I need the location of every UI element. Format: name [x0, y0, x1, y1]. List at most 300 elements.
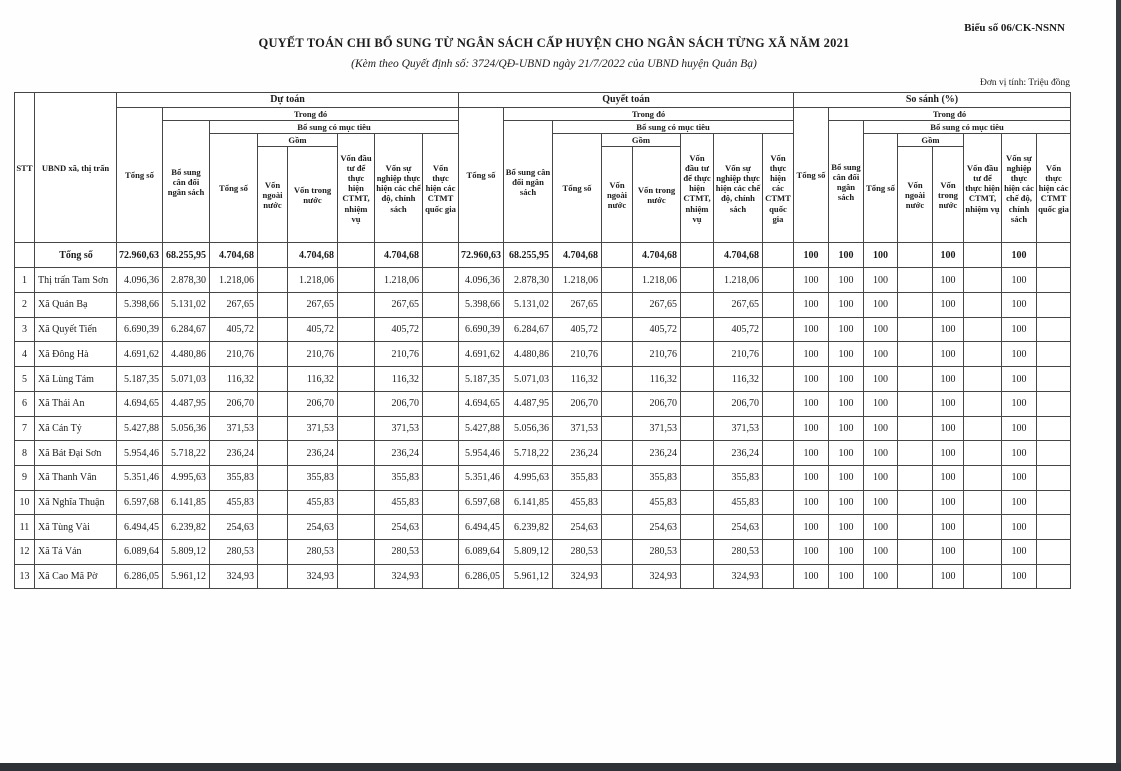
- cell-quyet-toan-value: 72.960,63: [459, 243, 504, 268]
- scan-edge-right: [1116, 0, 1121, 771]
- cell-du-toan-value: 4.704,68: [375, 243, 423, 268]
- cell-quyet-toan-value: [763, 564, 794, 589]
- cell-quyet-toan-value: 5.809,12: [504, 539, 553, 564]
- cell-du-toan-value: 355,83: [210, 465, 258, 490]
- cell-du-toan-value: 4.995,63: [163, 465, 210, 490]
- cell-stt: 4: [15, 342, 35, 367]
- cell-quyet-toan-value: 254,63: [714, 515, 763, 540]
- cell-du-toan-value: [338, 441, 375, 466]
- cell-du-toan-value: [338, 416, 375, 441]
- col-header-commune: UBND xã, thị trấn: [35, 93, 117, 243]
- cell-du-toan-value: [258, 564, 288, 589]
- cell-du-toan-value: 6.284,67: [163, 317, 210, 342]
- cell-quyet-toan-value: 210,76: [714, 342, 763, 367]
- cell-so-sanh-value: 100: [933, 441, 964, 466]
- qt-header-gom: Gồm: [602, 134, 681, 147]
- cell-quyet-toan-value: 6.690,39: [459, 317, 504, 342]
- cell-du-toan-value: 1.218,06: [288, 268, 338, 293]
- cell-so-sanh-value: 100: [1002, 317, 1037, 342]
- cell-commune-name: Xã Cán Tỷ: [35, 416, 117, 441]
- cell-quyet-toan-value: 267,65: [714, 293, 763, 318]
- cell-du-toan-value: 267,65: [288, 293, 338, 318]
- cell-du-toan-value: 455,83: [375, 490, 423, 515]
- cell-so-sanh-value: [1037, 564, 1071, 589]
- cell-quyet-toan-value: [681, 391, 714, 416]
- cell-so-sanh-value: 100: [794, 465, 829, 490]
- ss-header-von-ngoai-nuoc: Vốn ngoài nước: [898, 147, 933, 243]
- cell-du-toan-value: 5.961,12: [163, 564, 210, 589]
- dt-header-von-su-nghiep: Vốn sự nghiệp thực hiện các chế độ, chính sách: [375, 134, 423, 243]
- cell-so-sanh-value: 100: [933, 539, 964, 564]
- cell-so-sanh-value: 100: [933, 391, 964, 416]
- ss-header-trong-do: Trong đó: [829, 108, 1071, 121]
- cell-quyet-toan-value: 4.480,86: [504, 342, 553, 367]
- cell-du-toan-value: [338, 564, 375, 589]
- cell-stt: 6: [15, 391, 35, 416]
- cell-du-toan-value: 5.131,02: [163, 293, 210, 318]
- cell-so-sanh-value: [898, 293, 933, 318]
- cell-du-toan-value: [338, 515, 375, 540]
- cell-du-toan-value: 254,63: [375, 515, 423, 540]
- cell-du-toan-value: [258, 317, 288, 342]
- cell-quyet-toan-value: [602, 293, 633, 318]
- dt-header-von-ctmt-qg: Vốn thực hiện các CTMT quốc gia: [423, 134, 459, 243]
- cell-commune-name: Xã Đông Hà: [35, 342, 117, 367]
- cell-so-sanh-value: 100: [794, 391, 829, 416]
- cell-so-sanh-value: [1037, 539, 1071, 564]
- cell-du-toan-value: [258, 367, 288, 392]
- cell-du-toan-value: 5.071,03: [163, 367, 210, 392]
- cell-stt: 13: [15, 564, 35, 589]
- cell-du-toan-value: [423, 465, 459, 490]
- cell-so-sanh-value: [964, 391, 1002, 416]
- group-header-so-sanh: So sánh (%): [794, 93, 1071, 108]
- cell-so-sanh-value: 100: [864, 268, 898, 293]
- cell-so-sanh-value: [964, 367, 1002, 392]
- dt-header-von-trong-nuoc: Vốn trong nước: [288, 147, 338, 243]
- cell-so-sanh-value: [898, 465, 933, 490]
- cell-quyet-toan-value: [763, 317, 794, 342]
- cell-quyet-toan-value: 6.494,45: [459, 515, 504, 540]
- cell-du-toan-value: [423, 243, 459, 268]
- cell-so-sanh-value: [964, 317, 1002, 342]
- cell-so-sanh-value: 100: [933, 317, 964, 342]
- cell-so-sanh-value: 100: [1002, 367, 1037, 392]
- qt-header-bs-muc-tieu: Bổ sung có mục tiêu: [553, 121, 794, 134]
- cell-quyet-toan-value: 4.704,68: [714, 243, 763, 268]
- cell-du-toan-value: 236,24: [375, 441, 423, 466]
- cell-so-sanh-value: 100: [794, 515, 829, 540]
- cell-du-toan-value: [338, 243, 375, 268]
- cell-so-sanh-value: [1037, 391, 1071, 416]
- cell-so-sanh-value: 100: [864, 243, 898, 268]
- cell-quyet-toan-value: 68.255,95: [504, 243, 553, 268]
- cell-quyet-toan-value: 4.704,68: [553, 243, 602, 268]
- cell-du-toan-value: 280,53: [375, 539, 423, 564]
- cell-quyet-toan-value: [602, 564, 633, 589]
- cell-du-toan-value: 210,76: [210, 342, 258, 367]
- cell-quyet-toan-value: 324,93: [714, 564, 763, 589]
- qt-header-von-ngoai-nuoc: Vốn ngoài nước: [602, 147, 633, 243]
- cell-so-sanh-value: 100: [829, 391, 864, 416]
- cell-so-sanh-value: 100: [933, 416, 964, 441]
- cell-so-sanh-value: 100: [864, 293, 898, 318]
- cell-so-sanh-value: [1037, 465, 1071, 490]
- qt-header-von-ctmt-qg: Vốn thực hiện các CTMT quốc gia: [763, 134, 794, 243]
- cell-so-sanh-value: 100: [829, 490, 864, 515]
- cell-du-toan-value: 254,63: [210, 515, 258, 540]
- cell-quyet-toan-value: 206,70: [553, 391, 602, 416]
- cell-quyet-toan-value: 455,83: [714, 490, 763, 515]
- cell-du-toan-value: [423, 416, 459, 441]
- cell-du-toan-value: [258, 293, 288, 318]
- cell-quyet-toan-value: 371,53: [633, 416, 681, 441]
- cell-quyet-toan-value: 4.096,36: [459, 268, 504, 293]
- cell-commune-name: Xã Nghĩa Thuận: [35, 490, 117, 515]
- cell-quyet-toan-value: 455,83: [553, 490, 602, 515]
- cell-quyet-toan-value: [681, 441, 714, 466]
- dt-header-bs-muc-tieu: Bổ sung có mục tiêu: [210, 121, 459, 134]
- cell-stt: 1: [15, 268, 35, 293]
- cell-quyet-toan-value: 236,24: [633, 441, 681, 466]
- cell-du-toan-value: 405,72: [288, 317, 338, 342]
- cell-du-toan-value: 355,83: [375, 465, 423, 490]
- cell-du-toan-value: [258, 268, 288, 293]
- cell-so-sanh-value: [1037, 490, 1071, 515]
- qt-header-von-su-nghiep: Vốn sự nghiệp thực hiện các chế độ, chính sách: [714, 134, 763, 243]
- cell-du-toan-value: 355,83: [288, 465, 338, 490]
- cell-quyet-toan-value: 5.718,22: [504, 441, 553, 466]
- dt-header-gom: Gồm: [258, 134, 338, 147]
- unit-note: Đơn vị tính: Triệu đồng: [979, 78, 1070, 88]
- cell-du-toan-value: [423, 342, 459, 367]
- page-title: QUYẾT TOÁN CHI BỔ SUNG TỪ NGÂN SÁCH CẤP HUYỆN CHO NGÂN SÁCH TỪNG XÃ NĂM 2021: [258, 36, 850, 50]
- cell-quyet-toan-value: 5.954,46: [459, 441, 504, 466]
- cell-du-toan-value: [423, 515, 459, 540]
- ss-header-tong-so: Tổng số: [794, 108, 829, 243]
- cell-du-toan-value: 455,83: [210, 490, 258, 515]
- header-row-muc-tieu: [15, 121, 1071, 134]
- scan-edge-bottom: [0, 763, 1121, 771]
- cell-quyet-toan-value: 4.704,68: [633, 243, 681, 268]
- cell-quyet-toan-value: [681, 539, 714, 564]
- group-header-du-toan: Dự toán: [117, 93, 459, 108]
- cell-du-toan-value: [258, 515, 288, 540]
- cell-stt: 11: [15, 515, 35, 540]
- cell-du-toan-value: 4.704,68: [288, 243, 338, 268]
- cell-quyet-toan-value: 267,65: [553, 293, 602, 318]
- cell-quyet-toan-value: [602, 342, 633, 367]
- cell-so-sanh-value: 100: [1002, 342, 1037, 367]
- cell-quyet-toan-value: 210,76: [553, 342, 602, 367]
- table-row: [15, 293, 1071, 318]
- cell-quyet-toan-value: [763, 293, 794, 318]
- cell-du-toan-value: 6.141,85: [163, 490, 210, 515]
- cell-commune-name: Xã Lùng Tám: [35, 367, 117, 392]
- cell-commune-name: Xã Quyết Tiến: [35, 317, 117, 342]
- cell-so-sanh-value: [964, 293, 1002, 318]
- cell-total-label: Tổng số: [35, 243, 117, 268]
- cell-quyet-toan-value: 5.056,36: [504, 416, 553, 441]
- cell-so-sanh-value: 100: [794, 490, 829, 515]
- cell-quyet-toan-value: 324,93: [553, 564, 602, 589]
- cell-stt: 12: [15, 539, 35, 564]
- cell-so-sanh-value: 100: [864, 342, 898, 367]
- cell-du-toan-value: 5.056,36: [163, 416, 210, 441]
- cell-du-toan-value: 267,65: [375, 293, 423, 318]
- cell-du-toan-value: 1.218,06: [210, 268, 258, 293]
- cell-so-sanh-value: 100: [1002, 416, 1037, 441]
- cell-so-sanh-value: [1037, 243, 1071, 268]
- cell-quyet-toan-value: [763, 268, 794, 293]
- cell-so-sanh-value: [898, 564, 933, 589]
- cell-quyet-toan-value: [681, 515, 714, 540]
- cell-so-sanh-value: 100: [829, 243, 864, 268]
- cell-so-sanh-value: [964, 268, 1002, 293]
- table-row: [15, 515, 1071, 540]
- cell-du-toan-value: 371,53: [375, 416, 423, 441]
- cell-du-toan-value: [338, 268, 375, 293]
- cell-quyet-toan-value: 1.218,06: [553, 268, 602, 293]
- cell-quyet-toan-value: 5.351,46: [459, 465, 504, 490]
- cell-du-toan-value: 236,24: [288, 441, 338, 466]
- cell-quyet-toan-value: 5.131,02: [504, 293, 553, 318]
- cell-du-toan-value: [423, 367, 459, 392]
- cell-so-sanh-value: 100: [794, 367, 829, 392]
- cell-quyet-toan-value: 116,32: [714, 367, 763, 392]
- cell-quyet-toan-value: 254,63: [633, 515, 681, 540]
- cell-quyet-toan-value: 2.878,30: [504, 268, 553, 293]
- cell-du-toan-value: 5.398,66: [117, 293, 163, 318]
- cell-quyet-toan-value: 4.691,62: [459, 342, 504, 367]
- cell-du-toan-value: 267,65: [210, 293, 258, 318]
- cell-du-toan-value: 4.480,86: [163, 342, 210, 367]
- cell-quyet-toan-value: [602, 243, 633, 268]
- cell-du-toan-value: [258, 539, 288, 564]
- cell-so-sanh-value: 100: [933, 243, 964, 268]
- cell-so-sanh-value: 100: [829, 367, 864, 392]
- cell-quyet-toan-value: [763, 515, 794, 540]
- cell-so-sanh-value: 100: [864, 441, 898, 466]
- cell-quyet-toan-value: [602, 416, 633, 441]
- cell-du-toan-value: 6.494,45: [117, 515, 163, 540]
- cell-quyet-toan-value: 210,76: [633, 342, 681, 367]
- cell-so-sanh-value: 100: [829, 416, 864, 441]
- table-row: [15, 391, 1071, 416]
- ss-header-von-su-nghiep: Vốn sự nghiệp thực hiện các chế độ, chính sách: [1002, 134, 1037, 243]
- cell-so-sanh-value: 100: [864, 391, 898, 416]
- cell-du-toan-value: 5.809,12: [163, 539, 210, 564]
- cell-quyet-toan-value: 116,32: [633, 367, 681, 392]
- cell-quyet-toan-value: [681, 293, 714, 318]
- cell-so-sanh-value: 100: [1002, 515, 1037, 540]
- cell-quyet-toan-value: 405,72: [714, 317, 763, 342]
- cell-du-toan-value: [423, 293, 459, 318]
- ss-header-mt-tong-so: Tổng số: [864, 134, 898, 243]
- ss-header-von-ctmt-qg: Vốn thực hiện các CTMT quốc gia: [1037, 134, 1071, 243]
- cell-quyet-toan-value: [602, 391, 633, 416]
- cell-so-sanh-value: 100: [829, 342, 864, 367]
- cell-so-sanh-value: 100: [933, 515, 964, 540]
- cell-quyet-toan-value: 6.089,64: [459, 539, 504, 564]
- table-row: [15, 268, 1071, 293]
- cell-quyet-toan-value: [763, 416, 794, 441]
- cell-du-toan-value: [423, 490, 459, 515]
- cell-so-sanh-value: 100: [794, 416, 829, 441]
- cell-so-sanh-value: [964, 539, 1002, 564]
- table-row: [15, 317, 1071, 342]
- cell-so-sanh-value: [898, 268, 933, 293]
- cell-du-toan-value: 116,32: [375, 367, 423, 392]
- cell-quyet-toan-value: 4.694,65: [459, 391, 504, 416]
- cell-quyet-toan-value: [763, 539, 794, 564]
- cell-du-toan-value: 236,24: [210, 441, 258, 466]
- qt-header-von-trong-nuoc: Vốn trong nước: [633, 147, 681, 243]
- cell-du-toan-value: 210,76: [288, 342, 338, 367]
- table-row: [15, 342, 1071, 367]
- cell-commune-name: Xã Quản Bạ: [35, 293, 117, 318]
- cell-du-toan-value: 4.096,36: [117, 268, 163, 293]
- cell-quyet-toan-value: [602, 490, 633, 515]
- cell-quyet-toan-value: 6.597,68: [459, 490, 504, 515]
- cell-du-toan-value: [338, 490, 375, 515]
- budget-table: [14, 92, 1071, 589]
- cell-so-sanh-value: 100: [794, 564, 829, 589]
- cell-quyet-toan-value: 324,93: [633, 564, 681, 589]
- cell-quyet-toan-value: 236,24: [553, 441, 602, 466]
- cell-quyet-toan-value: 405,72: [633, 317, 681, 342]
- cell-quyet-toan-value: [602, 441, 633, 466]
- cell-so-sanh-value: 100: [933, 342, 964, 367]
- cell-du-toan-value: 6.597,68: [117, 490, 163, 515]
- cell-so-sanh-value: 100: [829, 465, 864, 490]
- cell-quyet-toan-value: [602, 465, 633, 490]
- cell-quyet-toan-value: [602, 539, 633, 564]
- cell-so-sanh-value: [964, 416, 1002, 441]
- cell-so-sanh-value: 100: [864, 490, 898, 515]
- cell-quyet-toan-value: 267,65: [633, 293, 681, 318]
- cell-du-toan-value: 68.255,95: [163, 243, 210, 268]
- table-row: [15, 539, 1071, 564]
- cell-quyet-toan-value: 355,83: [553, 465, 602, 490]
- cell-quyet-toan-value: 5.398,66: [459, 293, 504, 318]
- cell-stt: 8: [15, 441, 35, 466]
- cell-du-toan-value: [338, 465, 375, 490]
- dt-header-trong-do: Trong đó: [163, 108, 459, 121]
- cell-quyet-toan-value: 4.995,63: [504, 465, 553, 490]
- cell-so-sanh-value: 100: [1002, 539, 1037, 564]
- cell-du-toan-value: 324,93: [375, 564, 423, 589]
- cell-du-toan-value: [258, 416, 288, 441]
- cell-du-toan-value: 371,53: [210, 416, 258, 441]
- cell-so-sanh-value: [898, 539, 933, 564]
- cell-quyet-toan-value: 355,83: [714, 465, 763, 490]
- cell-du-toan-value: 6.089,64: [117, 539, 163, 564]
- cell-quyet-toan-value: 280,53: [714, 539, 763, 564]
- cell-quyet-toan-value: 254,63: [553, 515, 602, 540]
- table-header: [15, 93, 1071, 243]
- cell-so-sanh-value: 100: [1002, 490, 1037, 515]
- cell-quyet-toan-value: 405,72: [553, 317, 602, 342]
- cell-quyet-toan-value: 4.487,95: [504, 391, 553, 416]
- cell-so-sanh-value: [898, 416, 933, 441]
- header-row-groups: [15, 93, 1071, 108]
- cell-quyet-toan-value: 6.284,67: [504, 317, 553, 342]
- cell-stt: 7: [15, 416, 35, 441]
- cell-so-sanh-value: [964, 441, 1002, 466]
- cell-so-sanh-value: 100: [1002, 243, 1037, 268]
- cell-du-toan-value: 4.487,95: [163, 391, 210, 416]
- cell-quyet-toan-value: [763, 441, 794, 466]
- cell-quyet-toan-value: 1.218,06: [714, 268, 763, 293]
- cell-du-toan-value: [423, 441, 459, 466]
- cell-quyet-toan-value: 1.218,06: [633, 268, 681, 293]
- cell-du-toan-value: 2.878,30: [163, 268, 210, 293]
- cell-quyet-toan-value: [763, 465, 794, 490]
- cell-commune-name: Xã Thanh Vân: [35, 465, 117, 490]
- cell-so-sanh-value: 100: [829, 539, 864, 564]
- cell-du-toan-value: 4.691,62: [117, 342, 163, 367]
- dt-header-bs-can-doi: Bổ sung cân đối ngân sách: [163, 121, 210, 243]
- table-row: [15, 416, 1071, 441]
- cell-so-sanh-value: [964, 243, 1002, 268]
- cell-so-sanh-value: 100: [829, 268, 864, 293]
- header-row-trong-do: [15, 108, 1071, 121]
- cell-so-sanh-value: [898, 490, 933, 515]
- cell-du-toan-value: 5.427,88: [117, 416, 163, 441]
- cell-quyet-toan-value: 371,53: [553, 416, 602, 441]
- cell-quyet-toan-value: [681, 490, 714, 515]
- cell-du-toan-value: 206,70: [288, 391, 338, 416]
- cell-quyet-toan-value: 5.071,03: [504, 367, 553, 392]
- cell-so-sanh-value: 100: [864, 564, 898, 589]
- cell-du-toan-value: 5.187,35: [117, 367, 163, 392]
- col-header-stt: STT: [15, 93, 35, 243]
- cell-so-sanh-value: [1037, 367, 1071, 392]
- cell-so-sanh-value: 100: [864, 367, 898, 392]
- cell-so-sanh-value: [964, 342, 1002, 367]
- qt-header-trong-do: Trong đó: [504, 108, 794, 121]
- cell-du-toan-value: 210,76: [375, 342, 423, 367]
- cell-quyet-toan-value: 5.427,88: [459, 416, 504, 441]
- cell-du-toan-value: [258, 243, 288, 268]
- cell-du-toan-value: [423, 391, 459, 416]
- cell-quyet-toan-value: [602, 515, 633, 540]
- ss-header-bs-muc-tieu: Bổ sung có mục tiêu: [864, 121, 1071, 134]
- cell-so-sanh-value: 100: [829, 564, 864, 589]
- cell-so-sanh-value: 100: [794, 539, 829, 564]
- cell-quyet-toan-value: [602, 317, 633, 342]
- cell-quyet-toan-value: [763, 391, 794, 416]
- cell-so-sanh-value: 100: [829, 317, 864, 342]
- cell-quyet-toan-value: 236,24: [714, 441, 763, 466]
- cell-stt: 10: [15, 490, 35, 515]
- cell-so-sanh-value: 100: [829, 293, 864, 318]
- cell-quyet-toan-value: 5.187,35: [459, 367, 504, 392]
- cell-so-sanh-value: [1037, 342, 1071, 367]
- ss-header-von-trong-nuoc: Vốn trong nước: [933, 147, 964, 243]
- cell-so-sanh-value: [898, 391, 933, 416]
- cell-quyet-toan-value: 116,32: [553, 367, 602, 392]
- cell-du-toan-value: [258, 342, 288, 367]
- cell-du-toan-value: [338, 391, 375, 416]
- cell-du-toan-value: 280,53: [288, 539, 338, 564]
- cell-du-toan-value: 6.286,05: [117, 564, 163, 589]
- cell-so-sanh-value: 100: [864, 416, 898, 441]
- cell-du-toan-value: 405,72: [375, 317, 423, 342]
- cell-so-sanh-value: 100: [1002, 465, 1037, 490]
- cell-so-sanh-value: 100: [1002, 391, 1037, 416]
